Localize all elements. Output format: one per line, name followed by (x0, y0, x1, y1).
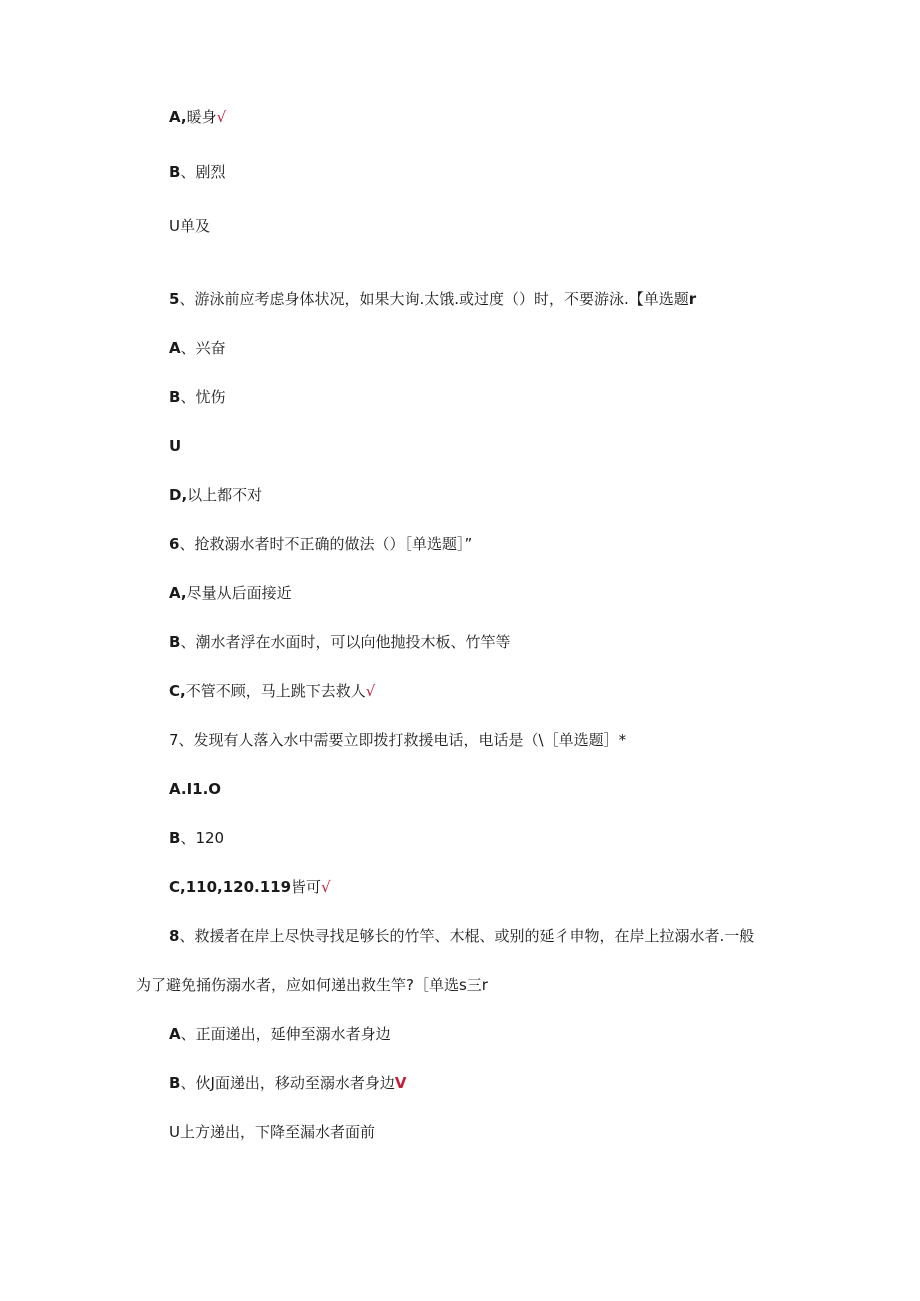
question-text: 、游泳前应考虑身体状况，如果大询.太饿.或过度（）时，不要游泳.【单选题 (179, 290, 689, 308)
option-label: U (169, 437, 182, 455)
option-label: A, (169, 584, 187, 602)
option-label: B (169, 829, 181, 847)
option-text: U单及 (169, 217, 210, 235)
option-text: 、忧伤 (180, 388, 226, 406)
q5-option-a (169, 338, 226, 358)
option-text: 、兴奋 (180, 339, 226, 357)
option-label: A.I1.O (169, 780, 222, 798)
option-text: 以上都不对 (187, 486, 263, 504)
option-text: 、伙J面递出，移动至溺水者身边 (180, 1074, 395, 1092)
q5-option-b (169, 387, 225, 407)
option-label: C,110,120.119 (169, 878, 292, 896)
option-text: U上方递出，下降至漏水者面前 (169, 1123, 375, 1141)
question-text: 为了避免捅伤溺水者，应如何递出救生竿?［单选s三r (136, 976, 488, 994)
option-b-intense (169, 162, 225, 182)
option-text: 、剧烈 (180, 163, 226, 181)
check-mark-icon: √ (216, 108, 227, 126)
question-7 (169, 730, 626, 750)
option-text: 、正面递出，延伸至溺水者身边 (180, 1025, 391, 1043)
question-number: 5 (169, 290, 180, 308)
q8-option-c (169, 1122, 375, 1142)
option-label: B (169, 163, 181, 181)
q7-option-b (169, 828, 224, 848)
option-text: 、潮水者浮在水面时，可以向他抛投木板、竹竿等 (180, 633, 511, 651)
option-label: B (169, 633, 181, 651)
option-label: D, (169, 486, 188, 504)
option-label: B (169, 388, 181, 406)
option-text: 尽量从后面接近 (186, 584, 292, 602)
question-number: 8 (169, 927, 180, 945)
q7-option-a (169, 779, 221, 799)
question-text: 、救援者在岸上尽快寻找足够长的竹竿、木棍、或别的延彳申物，在岸上拉溺水者.一般 (179, 927, 755, 945)
option-label: A (169, 1025, 181, 1043)
option-c-single (169, 216, 210, 236)
check-mark-icon: V (394, 1074, 407, 1092)
question-5 (169, 289, 696, 309)
option-label: A, (169, 108, 187, 126)
option-label: B (169, 1074, 181, 1092)
question-8 (169, 926, 754, 946)
option-text: 暖身 (186, 108, 217, 126)
q5-option-d (169, 485, 262, 505)
q6-option-a (169, 583, 292, 603)
question-8-continued (136, 975, 488, 995)
option-label: C, (169, 682, 186, 700)
question-text: 、抢救溺水者时不正确的做法（）［单选题］” (179, 535, 473, 553)
question-text: 7、发现有人落入水中需要立即拨打救援电话，电话是（\［单选题］* (169, 731, 627, 749)
option-a-warmup (169, 107, 226, 127)
option-text: 皆可 (291, 878, 322, 896)
check-mark-icon: √ (321, 878, 331, 896)
option-text: 不管不顾，马上跳下去救人 (185, 682, 366, 700)
question-6 (169, 534, 472, 554)
q8-option-b (169, 1073, 406, 1093)
q7-option-c (169, 877, 331, 897)
q8-option-a (169, 1024, 391, 1044)
option-label: A (169, 339, 181, 357)
q6-option-c (169, 681, 375, 701)
q5-option-c (169, 436, 181, 456)
question-number: 6 (169, 535, 180, 553)
q6-option-b (169, 632, 510, 652)
question-suffix: r (688, 290, 697, 308)
check-mark-icon: √ (365, 682, 376, 700)
option-text: 、120 (180, 829, 225, 847)
